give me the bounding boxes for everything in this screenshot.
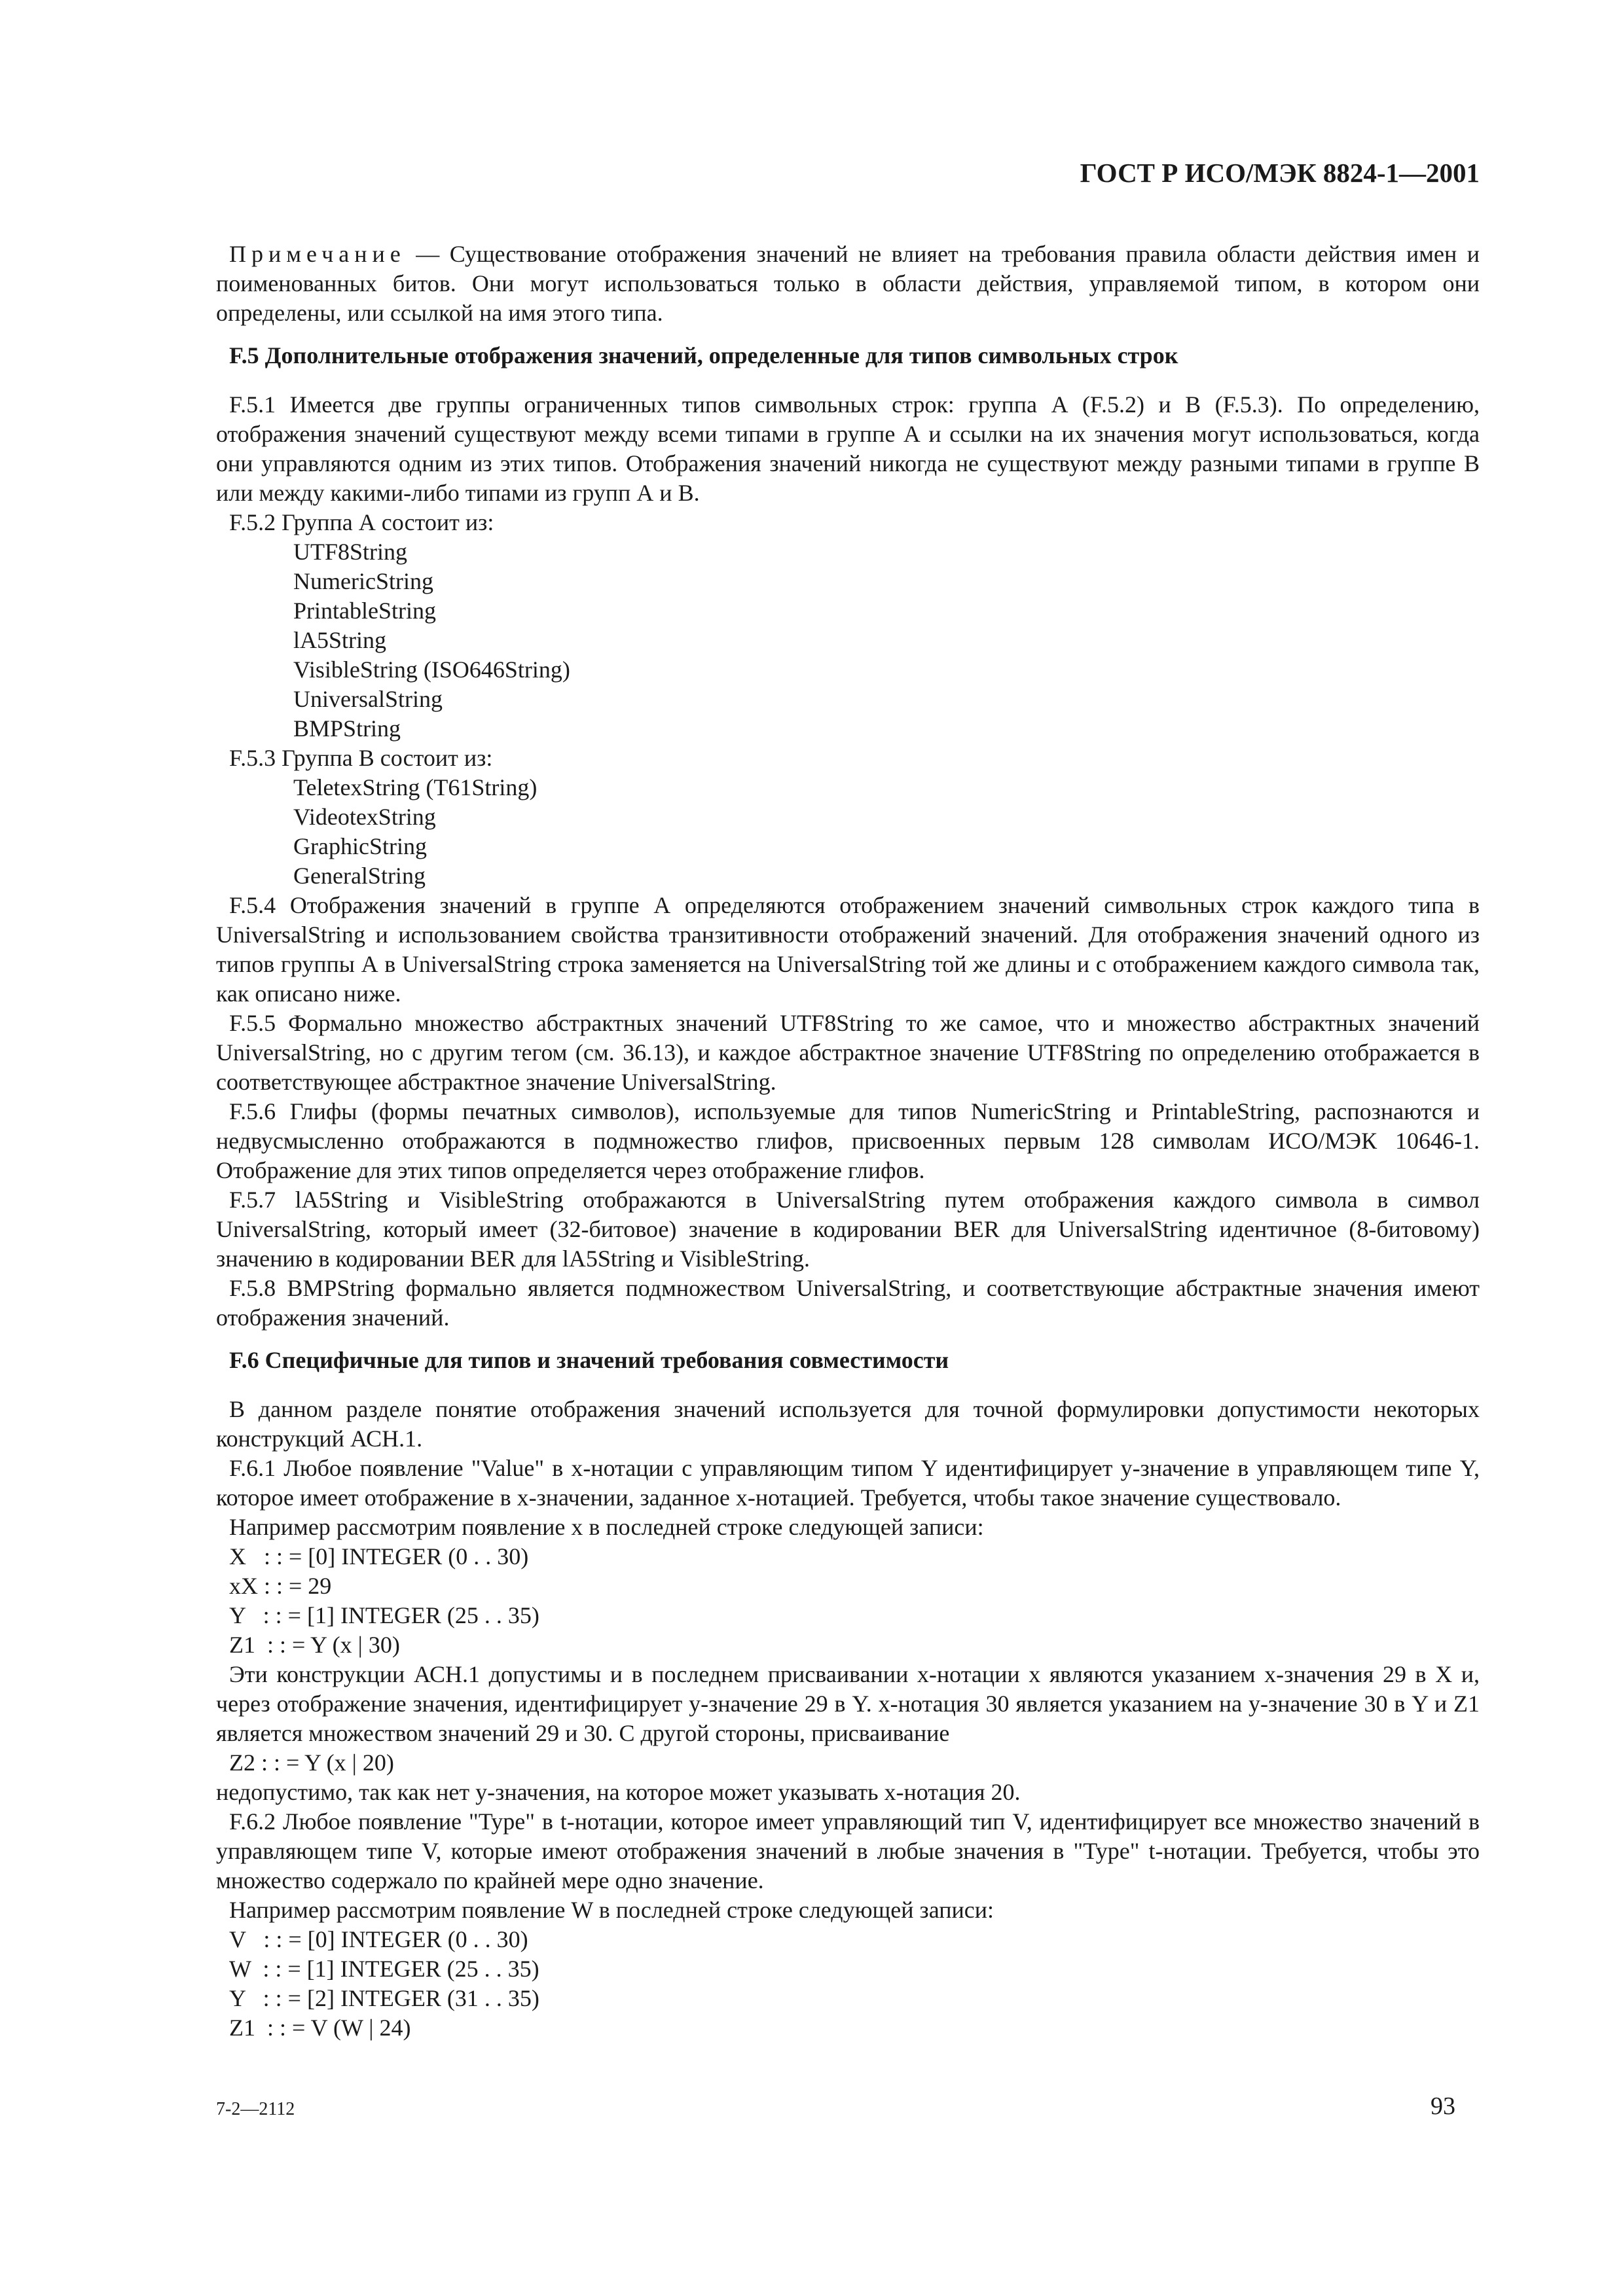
list-item: TeletexString (T61String) (293, 774, 538, 800)
paragraph-f5-5: F.5.5 Формально множество абстрактных значений UTF8String то же самое, что и множество абстрактных значений UniversalString, но с другим тегом (см. 36.13), и каждое абстрактное значение UTF8String по определению отображается в соответствующее абстрактное значение UniversalString. (216, 1010, 1480, 1095)
code-line: Y : : = [2] INTEGER (31 . . 35) (229, 1985, 539, 2011)
code-line: W : : = [1] INTEGER (25 . . 35) (229, 1956, 539, 1982)
list-item: UTF8String (293, 539, 408, 565)
paragraph-f6-intro: В данном разделе понятие отображения значений используется для точной формулировки допустимости некоторых конструкций АСН.1. (216, 1396, 1480, 1452)
code-line: Z1 : : = V (W | 24) (229, 2015, 411, 2041)
list-item: VideotexString (293, 804, 436, 830)
list-item: NumericString (293, 568, 433, 594)
page-number: 93 (1431, 2092, 1455, 2120)
paragraph-f5-4: F.5.4 Отображения значений в группе А определяются отображением значений символьных строк каждого типа в UniversalString и использованием свойства транзитивности отображений значений. Для отображения значений одного из типов группы А в UniversalString строка заменяется на UniversalString той же длины и с отображением каждого символа так, как описано ниже. (216, 892, 1480, 1007)
example-1-conclusion: недопустимо, так как нет y-значения, на которое может указывать x-нотация 20. (216, 1779, 1021, 1805)
example-1-explanation: Эти конструкции АСН.1 допустимы и в последнем присваивании x-нотации x являются указанием x-значения 29 в X и, через отображение значения, идентифицирует y-значение 29 в Y. x-нотация 30 является указанием на y-значение 30 в Y и Z1 является множеством значений 29 и 30. С другой стороны, присваивание (216, 1661, 1480, 1746)
list-item: GeneralString (293, 863, 426, 889)
paragraph-f5-7: F.5.7 lA5String и VisibleString отображаются в UniversalString путем отображения каждого символа в символ UniversalString, который имеет (32-битовое) значение в кодировании BER для UniversalString идентичное (8-битовому) значению в кодировании BER для lA5String и VisibleString. (216, 1187, 1480, 1272)
code-line: xX : : = 29 (229, 1573, 332, 1599)
code-line: Z1 : : = Y (x | 30) (229, 1632, 400, 1658)
paragraph-f5-8: F.5.8 BMPString формально является подмножеством UniversalString, и соответствующие абстрактные значения имеют отображения значений. (216, 1275, 1480, 1331)
group-a-list (216, 537, 1480, 744)
example-1-intro: Например рассмотрим появление x в последней строке следующей записи: (229, 1514, 984, 1540)
group-b-list (216, 773, 1480, 891)
print-code: 7-2—2112 (216, 2099, 295, 2119)
code-line: Z2 : : = Y (x | 20) (229, 1749, 394, 1776)
note-label: Примечание (229, 241, 406, 267)
paragraph-f6-2: F.6.2 Любое появление "Type" в t-нотации, которое имеет управляющий тип V, идентифицирует все множество значений в управляющем типе V, которые имеют отображения значений в любые значения в "Type" t-нотации. Требуется, чтобы это множество содержало по крайней мере одно значение. (216, 1808, 1480, 1893)
document-page (216, 157, 1480, 2043)
group-a-title: F.5.2 Группа А состоит из: (229, 509, 494, 535)
note-text: — Существование отображения значений не влияет на требования правила области действия имен и поименованных битов. Они могут использоваться только в области действия, управляемой типом, в котором они определены, или ссылкой на имя этого типа. (216, 241, 1480, 326)
group-b-title: F.5.3 Группа В состоит из: (229, 745, 493, 771)
example-2-intro: Например рассмотрим появление W в последней строке следующей записи: (229, 1897, 994, 1923)
paragraph-f5-6: F.5.6 Глифы (формы печатных символов), используемые для типов NumericString и PrintableString, распознаются и недвусмысленно отображаются в подмножество глифов, присвоенных первым 128 символам ИСО/МЭК 10646-1. Отображение для этих типов определяется через отображение глифов. (216, 1098, 1480, 1183)
list-item: GraphicString (293, 833, 427, 859)
note-paragraph (216, 240, 1480, 328)
code-line: X : : = [0] INTEGER (0 . . 30) (229, 1543, 529, 1570)
list-item: PrintableString (293, 598, 436, 624)
list-item: lA5String (293, 627, 387, 653)
document-header: ГОСТ Р ИСО/МЭК 8824-1—2001 (1080, 158, 1480, 188)
code-line: Y : : = [1] INTEGER (25 . . 35) (229, 1602, 539, 1628)
code-line: V : : = [0] INTEGER (0 . . 30) (229, 1926, 528, 1952)
list-item: UniversalString (293, 686, 443, 712)
section-f5-heading: F.5 Дополнительные отображения значений, определенные для типов символьных строк (229, 342, 1178, 368)
paragraph-f5-1: F.5.1 Имеется две группы ограниченных типов символьных строк: группа А (F.5.2) и В (F.5.3). По определению, отображения значений существуют между всеми типами в группе А и ссылки на их значения могут использоваться, когда они управляются одним из этих типов. Отображения значений никогда не существуют между разными типами в группе В или между какими-либо типами из групп А и В. (216, 391, 1480, 506)
list-item: VisibleString (ISO646String) (293, 656, 570, 683)
example-1-code (216, 1542, 1480, 1660)
example-2-code (216, 1925, 1480, 2043)
list-item: BMPString (293, 715, 401, 742)
paragraph-f6-1: F.6.1 Любое появление "Value" в x-нотации с управляющим типом Y идентифицирует y-значение в управляющем типе Y, которое имеет отображение в x-значении, заданное x-нотацией. Требуется, чтобы такое значение существовало. (216, 1455, 1480, 1511)
section-f6-heading: F.6 Специфичные для типов и значений требования совместимости (229, 1347, 949, 1373)
